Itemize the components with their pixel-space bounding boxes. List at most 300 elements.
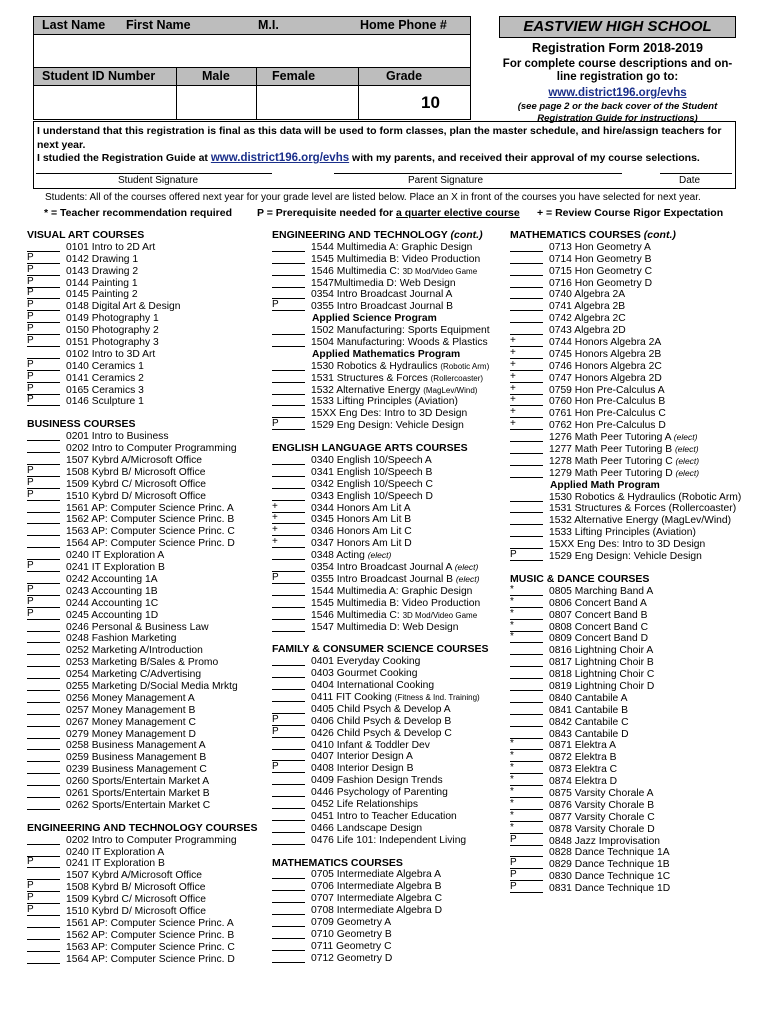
course-checkbox-line[interactable] <box>510 325 543 335</box>
course-checkbox-line[interactable] <box>510 527 543 537</box>
course-label: 0710 Geometry B <box>311 928 392 940</box>
course-checkbox-line[interactable] <box>272 953 305 963</box>
course-checkbox-line[interactable] <box>27 574 60 584</box>
course-checkbox-line[interactable] <box>272 479 305 489</box>
district-link[interactable]: www.district196.org/evhs <box>548 87 687 99</box>
course-checkbox-line[interactable] <box>272 929 305 939</box>
course-row <box>27 894 267 906</box>
course-checkbox-line[interactable] <box>272 500 305 513</box>
course-label: 1533 Lifting Principles (Aviation) <box>311 396 458 408</box>
course-checkbox-line[interactable] <box>272 740 305 750</box>
course-checkbox-line[interactable] <box>272 835 305 845</box>
course-label: 0143 Drawing 2 <box>66 265 139 277</box>
course-row <box>27 289 267 301</box>
course-checkbox-line[interactable] <box>27 681 60 691</box>
course-row <box>510 583 746 598</box>
course-checkbox-line[interactable] <box>510 717 543 727</box>
course-checkbox-line[interactable] <box>272 514 305 524</box>
course-checkbox-line[interactable] <box>272 881 305 891</box>
course-row <box>510 337 746 349</box>
course-checkbox-line[interactable] <box>272 893 305 903</box>
course-row <box>272 869 508 881</box>
course-checkbox-line[interactable] <box>27 717 60 727</box>
course-checkbox-line[interactable] <box>272 787 305 797</box>
course-marker: * <box>510 809 514 821</box>
course-label: 0244 Accounting 1C <box>66 597 159 609</box>
heading-text: ENGINEERING AND TECHNOLOGY <box>272 229 451 241</box>
course-checkbox-line[interactable] <box>27 800 60 810</box>
course-label: 0840 Cantabile A <box>549 692 628 704</box>
course-note: (Rollercoaster) <box>430 373 484 383</box>
course-checkbox-line[interactable] <box>27 954 60 964</box>
course-label: 0140 Ceramics 1 <box>66 360 144 372</box>
course-checkbox-line[interactable] <box>27 788 60 798</box>
course-row <box>272 514 508 526</box>
course-row <box>510 432 746 444</box>
course-label: 0807 Concert Band B <box>549 609 648 621</box>
course-label: 1545 Multimedia B: Video Production <box>311 597 481 609</box>
course-checkbox-line[interactable] <box>27 918 60 928</box>
course-checkbox-line[interactable] <box>272 325 305 335</box>
course-checkbox-line[interactable] <box>510 337 543 347</box>
course-checkbox-line[interactable] <box>510 313 543 323</box>
course-row <box>272 823 508 835</box>
course-checkbox-line[interactable] <box>510 503 543 513</box>
course-checkbox-line[interactable] <box>27 693 60 703</box>
course-label: 0741 Algebra 2B <box>549 301 626 313</box>
course-checkbox-line[interactable] <box>510 776 543 786</box>
course-label: 0466 Landscape Design <box>311 822 423 834</box>
course-checkbox-line[interactable] <box>27 903 60 916</box>
heading-text: Applied Mathematics Program <box>312 348 461 360</box>
course-checkbox-line[interactable] <box>272 373 305 383</box>
course-checkbox-line[interactable] <box>510 729 543 739</box>
course-checkbox-line[interactable] <box>510 645 543 655</box>
course-checkbox-line[interactable] <box>510 254 543 264</box>
mi-label: M.I. <box>258 18 279 32</box>
course-label: 0426 Child Psych & Develop C <box>311 727 452 739</box>
course-row <box>272 396 508 408</box>
course-row <box>510 693 746 705</box>
course-checkbox-line[interactable] <box>272 917 305 927</box>
course-checkbox-line[interactable] <box>510 752 543 762</box>
course-label: 0258 Business Management A <box>66 740 206 752</box>
course-label: 0346 Honors Am Lit C <box>311 526 412 538</box>
female-field[interactable] <box>257 86 358 119</box>
course-note: (MagLev/Wind) <box>423 385 478 395</box>
agreement-line-1: I understand that this registration is final as this data will be used to form classes, plan the master schedule, and hire/assign teachers for next year. <box>37 125 722 151</box>
course-checkbox-line[interactable] <box>272 562 305 572</box>
course-checkbox-line[interactable] <box>272 491 305 501</box>
course-checkbox-line[interactable] <box>272 571 305 584</box>
course-checkbox-line[interactable] <box>272 680 305 690</box>
course-checkbox-line[interactable] <box>27 776 60 786</box>
course-label: 0148 Digital Art & Design <box>66 301 181 313</box>
course-marker: + <box>510 382 516 394</box>
course-checkbox-line[interactable] <box>27 705 60 715</box>
course-checkbox-line[interactable] <box>510 382 543 395</box>
course-row <box>510 633 746 645</box>
course-label: 1544 Multimedia A: Graphic Design <box>311 241 473 253</box>
course-label: 1509 Kybrd C/ Microsoft Office <box>66 894 207 906</box>
course-checkbox-line[interactable] <box>272 550 305 560</box>
course-checkbox-line[interactable] <box>272 301 305 311</box>
course-marker: P <box>27 287 34 299</box>
course-checkbox-line[interactable] <box>510 883 543 893</box>
course-checkbox-line[interactable] <box>510 242 543 252</box>
course-marker: + <box>272 512 278 524</box>
course-checkbox-line[interactable] <box>27 242 60 252</box>
course-label: 15XX Eng Des: Intro to 3D Design <box>311 408 468 420</box>
course-label: 1546 Multimedia C: <box>311 265 403 277</box>
course-checkbox-line[interactable] <box>510 492 543 502</box>
course-checkbox-line[interactable] <box>510 278 543 288</box>
course-row <box>27 693 267 705</box>
course-checkbox-line[interactable] <box>272 266 305 276</box>
course-row <box>27 538 267 550</box>
course-row <box>272 941 508 953</box>
course-checkbox-line[interactable] <box>272 905 305 915</box>
course-checkbox-line[interactable] <box>272 586 305 596</box>
course-checkbox-line[interactable] <box>27 562 60 572</box>
course-marker: P <box>27 358 34 370</box>
course-row <box>27 242 267 254</box>
course-label: 0760 Hon Pre-Calculus B <box>549 396 666 408</box>
course-label: 1279 Math Peer Tutoring D <box>549 467 676 479</box>
course-checkbox-line[interactable] <box>510 785 543 798</box>
course-checkbox-line[interactable] <box>27 488 60 501</box>
course-row <box>510 669 746 681</box>
course-label: 0745 Honors Algebra 2B <box>549 348 662 360</box>
course-checkbox-line[interactable] <box>510 871 543 881</box>
course-checkbox-line[interactable] <box>27 443 60 453</box>
course-marker: * <box>510 750 514 762</box>
course-checkbox-line[interactable] <box>272 598 305 608</box>
course-label: 1564 AP: Computer Science Princ. D <box>66 953 235 965</box>
course-marker: P <box>27 903 34 915</box>
course-label: 0146 Sculpture 1 <box>66 396 144 408</box>
course-checkbox-line[interactable] <box>510 847 543 857</box>
course-label: 0248 Fashion Marketing <box>66 633 177 645</box>
course-checkbox-line[interactable] <box>27 396 60 406</box>
course-checkbox-line[interactable] <box>272 385 305 395</box>
course-row <box>510 539 746 551</box>
section-heading <box>272 443 508 455</box>
course-label: 0347 Honors Am Lit D <box>311 538 412 550</box>
course-label: 0252 Marketing A/Introduction <box>66 645 203 657</box>
student-signature-line[interactable] <box>36 173 272 174</box>
course-row <box>510 242 746 254</box>
course-label: 1504 Manufacturing: Woods & Plastics <box>311 337 488 349</box>
course-label: 0253 Marketing B/Sales & Promo <box>66 657 219 669</box>
parent-signature-line[interactable] <box>334 173 622 174</box>
course-row <box>510 821 746 836</box>
course-label: 0354 Intro Broadcast Journal A <box>311 562 455 574</box>
course-marker: * <box>510 785 514 797</box>
course-checkbox-line[interactable] <box>510 346 543 359</box>
course-marker: * <box>510 797 514 809</box>
course-checkbox-line[interactable] <box>272 337 305 347</box>
course-label: 0871 Elektra A <box>549 740 616 752</box>
course-checkbox-line[interactable] <box>27 251 60 264</box>
course-label: 0151 Photography 3 <box>66 337 159 349</box>
course-checkbox-line[interactable] <box>27 942 60 952</box>
course-checkbox-line[interactable] <box>27 476 60 489</box>
agreement-link[interactable]: www.district196.org/evhs <box>210 152 350 164</box>
course-row <box>27 870 267 882</box>
course-checkbox-line[interactable] <box>510 583 543 596</box>
course-checkbox-line[interactable] <box>272 610 305 620</box>
course-row <box>510 444 746 456</box>
course-row <box>27 800 267 812</box>
course-checkbox-line[interactable] <box>510 432 543 442</box>
course-checkbox-line[interactable] <box>510 681 543 691</box>
form-title: Registration Form 2018-2019 <box>532 41 703 55</box>
last-name-field[interactable] <box>34 35 470 67</box>
course-checkbox-line[interactable] <box>27 370 60 383</box>
course-label: 1509 Kybrd C/ Microsoft Office <box>66 478 207 490</box>
course-checkbox-line[interactable] <box>27 431 60 441</box>
course-checkbox-line[interactable] <box>27 930 60 940</box>
course-checkbox-line[interactable] <box>272 823 305 833</box>
heading-text: FAMILY & CONSUMER SCIENCE COURSES <box>272 643 489 656</box>
course-checkbox-line[interactable] <box>27 538 60 548</box>
course-checkbox-line[interactable] <box>272 869 305 879</box>
course-checkbox-line[interactable] <box>27 325 60 335</box>
course-checkbox-line[interactable] <box>27 764 60 774</box>
course-checkbox-line[interactable] <box>272 455 305 465</box>
course-label: 0874 Elektra D <box>549 776 618 788</box>
course-label: 0261 Sports/Entertain Market B <box>66 787 210 799</box>
course-elect-note: (elect) <box>367 550 392 561</box>
course-row <box>510 729 746 741</box>
course-checkbox-line[interactable] <box>510 539 543 549</box>
legend-plus: + = Review Course Rigor Expectation <box>537 207 724 219</box>
course-label: 0355 Intro Broadcast Journal B <box>311 573 456 585</box>
course-row <box>510 752 746 764</box>
course-label: 1547 Multimedia D: Web Design <box>311 621 459 633</box>
course-marker: + <box>272 524 278 536</box>
course-checkbox-line[interactable] <box>272 538 305 548</box>
course-checkbox-line[interactable] <box>510 607 543 620</box>
course-label: 0872 Elektra B <box>549 752 617 764</box>
course-checkbox-line[interactable] <box>272 361 305 371</box>
date-line[interactable] <box>660 173 732 174</box>
course-checkbox-line[interactable] <box>27 894 60 904</box>
course-row <box>27 464 267 479</box>
course-marker: + <box>510 370 516 382</box>
course-marker: P <box>27 488 34 500</box>
course-row <box>27 514 267 526</box>
course-checkbox-line[interactable] <box>27 870 60 880</box>
male-field[interactable] <box>177 86 256 119</box>
course-row <box>510 468 746 480</box>
course-checkbox-line[interactable] <box>272 242 305 252</box>
course-checkbox-line[interactable] <box>27 622 60 632</box>
course-row <box>27 764 267 776</box>
course-label: 0809 Concert Band D <box>549 633 649 645</box>
course-row <box>27 562 267 574</box>
course-checkbox-line[interactable] <box>27 289 60 299</box>
course-label: 0243 Accounting 1B <box>66 585 158 597</box>
course-checkbox-line[interactable] <box>510 301 543 311</box>
course-checkbox-line[interactable] <box>272 725 305 738</box>
course-label: 0165 Ceramics 3 <box>66 384 144 396</box>
course-checkbox-line[interactable] <box>27 349 60 359</box>
course-checkbox-line[interactable] <box>272 467 305 477</box>
course-label: 0245 Accounting 1D <box>66 609 159 621</box>
course-checkbox-line[interactable] <box>510 809 543 822</box>
course-checkbox-line[interactable] <box>510 551 543 561</box>
course-checkbox-line[interactable] <box>272 420 305 430</box>
course-checkbox-line[interactable] <box>510 764 543 774</box>
course-row <box>272 953 508 965</box>
course-checkbox-line[interactable] <box>27 847 60 857</box>
course-row <box>27 705 267 717</box>
course-checkbox-line[interactable] <box>510 821 543 834</box>
course-label: 0873 Elektra C <box>549 764 618 776</box>
course-checkbox-line[interactable] <box>272 704 305 714</box>
course-checkbox-line[interactable] <box>27 464 60 477</box>
course-checkbox-line[interactable] <box>27 503 60 513</box>
course-checkbox-line[interactable] <box>510 797 543 810</box>
course-checkbox-line[interactable] <box>272 941 305 951</box>
course-checkbox-line[interactable] <box>510 420 543 430</box>
course-checkbox-line[interactable] <box>272 408 305 418</box>
course-checkbox-line[interactable] <box>27 514 60 524</box>
course-row <box>272 254 508 266</box>
course-checkbox-line[interactable] <box>272 526 305 536</box>
course-row <box>272 467 508 479</box>
course-checkbox-line[interactable] <box>27 550 60 560</box>
course-checkbox-line[interactable] <box>510 693 543 703</box>
course-checkbox-line[interactable] <box>27 337 60 347</box>
course-checkbox-line[interactable] <box>272 254 305 264</box>
course-label: 0476 Life 101: Independent Living <box>311 834 467 846</box>
course-label: 0262 Sports/Entertain Market C <box>66 799 211 811</box>
course-checkbox-line[interactable] <box>27 607 60 620</box>
course-checkbox-line[interactable] <box>510 633 543 643</box>
course-note: (Fitness & Ind. Training) <box>394 692 480 702</box>
course-row <box>27 526 267 538</box>
course-row <box>272 893 508 905</box>
course-checkbox-line[interactable] <box>510 444 543 454</box>
course-checkbox-line[interactable] <box>27 595 60 608</box>
course-checkbox-line[interactable] <box>27 263 60 276</box>
course-checkbox-line[interactable] <box>27 740 60 750</box>
course-checkbox-line[interactable] <box>27 669 60 679</box>
course-checkbox-line[interactable] <box>272 289 305 299</box>
course-checkbox-line[interactable] <box>27 526 60 536</box>
course-label: 0817 Lightning Choir B <box>549 657 654 669</box>
course-label: 0267 Money Management C <box>66 716 196 728</box>
course-row <box>272 680 508 692</box>
course-checkbox-line[interactable] <box>272 799 305 809</box>
course-checkbox-line[interactable] <box>272 692 305 702</box>
course-checkbox-line[interactable] <box>272 656 305 666</box>
female-label: Female <box>272 69 316 83</box>
course-checkbox-line[interactable] <box>27 657 60 667</box>
course-row <box>272 598 508 610</box>
course-row <box>272 835 508 847</box>
course-checkbox-line[interactable] <box>510 669 543 679</box>
course-checkbox-line[interactable] <box>27 633 60 643</box>
course-checkbox-line[interactable] <box>510 468 543 478</box>
course-checkbox-line[interactable] <box>510 370 543 383</box>
course-row <box>272 242 508 254</box>
course-marker: P <box>27 595 34 607</box>
course-checkbox-line[interactable] <box>510 515 543 525</box>
course-checkbox-line[interactable] <box>27 583 60 596</box>
course-checkbox-line[interactable] <box>272 622 305 632</box>
course-checkbox-line[interactable] <box>27 882 60 892</box>
course-checkbox-line[interactable] <box>27 455 60 465</box>
course-checkbox-line[interactable] <box>510 833 543 846</box>
course-checkbox-line[interactable] <box>510 456 543 466</box>
course-checkbox-line[interactable] <box>27 752 60 762</box>
course-checkbox-line[interactable] <box>510 657 543 667</box>
student-id-field[interactable] <box>34 86 176 119</box>
course-checkbox-line[interactable] <box>510 289 543 299</box>
course-label: 0709 Geometry A <box>311 916 392 928</box>
course-checkbox-line[interactable] <box>27 301 60 311</box>
course-label: 1278 Math Peer Tutoring C <box>549 455 676 467</box>
course-marker: + <box>510 346 516 358</box>
course-checkbox-line[interactable] <box>510 705 543 715</box>
course-marker: P <box>27 880 34 892</box>
course-checkbox-line[interactable] <box>510 619 543 632</box>
course-checkbox-line[interactable] <box>510 266 543 276</box>
course-checkbox-line[interactable] <box>272 668 305 678</box>
course-row <box>27 455 267 467</box>
course-checkbox-line[interactable] <box>272 278 305 288</box>
course-label: 0875 Varsity Chorale A <box>549 787 654 799</box>
course-checkbox-line[interactable] <box>510 595 543 608</box>
course-label: 0706 Intermediate Algebra B <box>311 881 442 893</box>
course-checkbox-line[interactable] <box>510 859 543 869</box>
first-name-label: First Name <box>126 18 191 32</box>
course-checkbox-line[interactable] <box>27 835 60 845</box>
course-checkbox-line[interactable] <box>272 396 305 406</box>
course-checkbox-line[interactable] <box>510 408 543 418</box>
course-row <box>272 562 508 574</box>
course-label: 0202 Intro to Computer Programming <box>66 443 237 455</box>
course-checkbox-line[interactable] <box>272 713 305 726</box>
id-header-row <box>34 68 470 85</box>
course-checkbox-line[interactable] <box>510 358 543 371</box>
course-checkbox-line[interactable] <box>27 275 60 288</box>
course-checkbox-line[interactable] <box>27 358 60 371</box>
course-row <box>510 313 746 325</box>
course-row <box>510 717 746 729</box>
course-label: 1530 Robotics & Hydraulics (Robotic Arm) <box>549 491 742 503</box>
course-checkbox-line[interactable] <box>27 729 60 739</box>
course-checkbox-line[interactable] <box>27 645 60 655</box>
course-checkbox-line[interactable] <box>510 740 543 750</box>
course-checkbox-line[interactable] <box>272 751 305 761</box>
course-label: 0340 English 10/Speech A <box>311 455 432 467</box>
course-checkbox-line[interactable] <box>27 858 60 868</box>
course-checkbox-line[interactable] <box>272 775 305 785</box>
course-checkbox-line[interactable] <box>27 313 60 323</box>
course-checkbox-line[interactable] <box>272 763 305 773</box>
course-checkbox-line[interactable] <box>272 811 305 821</box>
male-label: Male <box>202 69 230 83</box>
course-label: 1531 Structures & Forces (Rollercoaster) <box>549 503 737 515</box>
course-checkbox-line[interactable] <box>510 396 543 406</box>
course-checkbox-line[interactable] <box>27 382 60 395</box>
course-row <box>27 503 267 515</box>
